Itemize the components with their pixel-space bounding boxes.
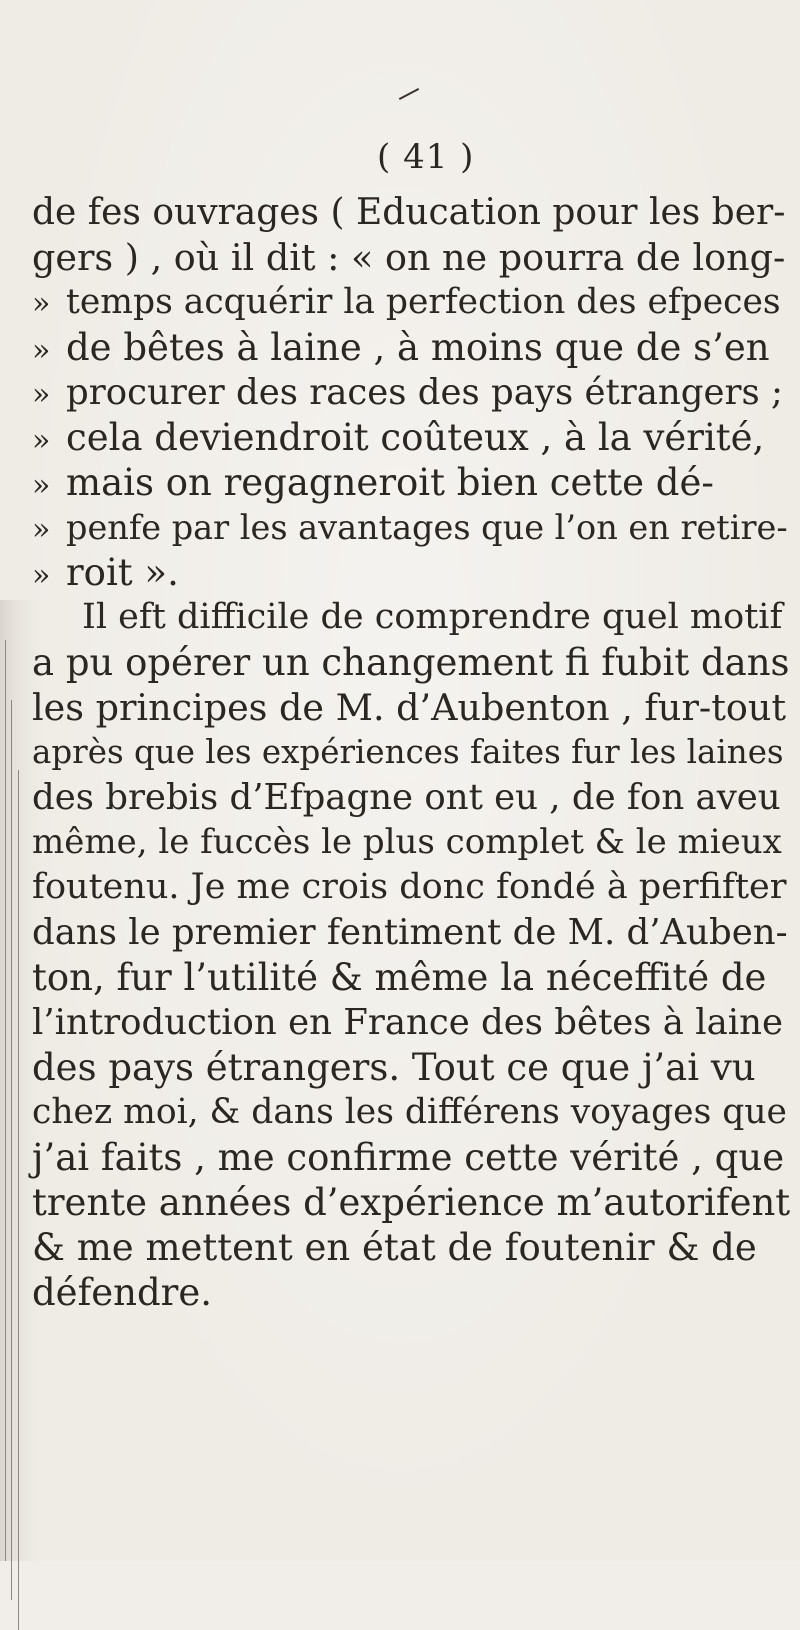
text-line: » cela deviendroit coûteux , à la vérité, (32, 415, 764, 460)
text-line: trente années d’expérience m’autorifent (32, 1181, 791, 1224)
text-line: défendre. (32, 1271, 213, 1314)
binding-edge-line (5, 640, 6, 1561)
text-line: chez moi, & dans les différens voyages que (32, 1092, 787, 1132)
text-line: ton, fur l’utilité & même la néceffité de (32, 956, 767, 999)
page-number: ( 41 ) (377, 137, 475, 177)
text-line: » roit ». (32, 550, 179, 595)
text-line: après que les expériences faites fur les laines (32, 733, 784, 771)
ink-mark (399, 88, 419, 100)
guillemet: » (32, 377, 51, 412)
text-line: » de bêtes à laine , à moins que de s’en (32, 325, 770, 370)
guillemet: » (32, 333, 51, 368)
guillemet: » (32, 558, 51, 593)
binding-edge-line (11, 700, 12, 1600)
text-line: & me mettent en état de foutenir & de (32, 1226, 757, 1269)
guillemet: » (32, 286, 51, 321)
text-line: » penfe par les avantages que l’on en retire- (32, 505, 788, 550)
text-line: » procurer des races des pays étrangers ; (32, 370, 783, 415)
guillemet: » (32, 468, 51, 503)
text-line: des pays étrangers. Tout ce que j’ai vu (32, 1046, 756, 1089)
text-line: les principes de M. d’Aubenton , fur-tout (32, 686, 787, 729)
text-line: a pu opérer un changement fi fubit dans (32, 641, 790, 684)
text-line: j’ai faits , me confirme cette vérité , que (32, 1136, 785, 1179)
text-line: dans le premier fentiment de M. d’Auben- (32, 912, 788, 953)
text-line: foutenu. Je me crois donc fondé à perfifter (32, 867, 787, 907)
text-line: de fes ouvrages ( Education pour les ber- (32, 192, 786, 233)
text-line: » temps acquérir la perfection des efpeces (32, 280, 781, 325)
text-line: même, le fuccès le plus complet & le mieux (32, 822, 782, 862)
text-line: l’introduction en France des bêtes à laine (32, 1002, 783, 1043)
text-line: » mais on regagneroit bien cette dé- (32, 460, 714, 505)
guillemet: » (32, 423, 51, 458)
text-line: gers ) , où il dit : « on ne pourra de long- (32, 236, 786, 279)
paragraph-first-line: Il eft difficile de comprendre quel motif (82, 597, 783, 637)
guillemet: » (32, 512, 51, 547)
binding-edge-line (18, 770, 19, 1630)
text-line: des brebis d’Efpagne ont eu , de fon aveu (32, 777, 781, 818)
